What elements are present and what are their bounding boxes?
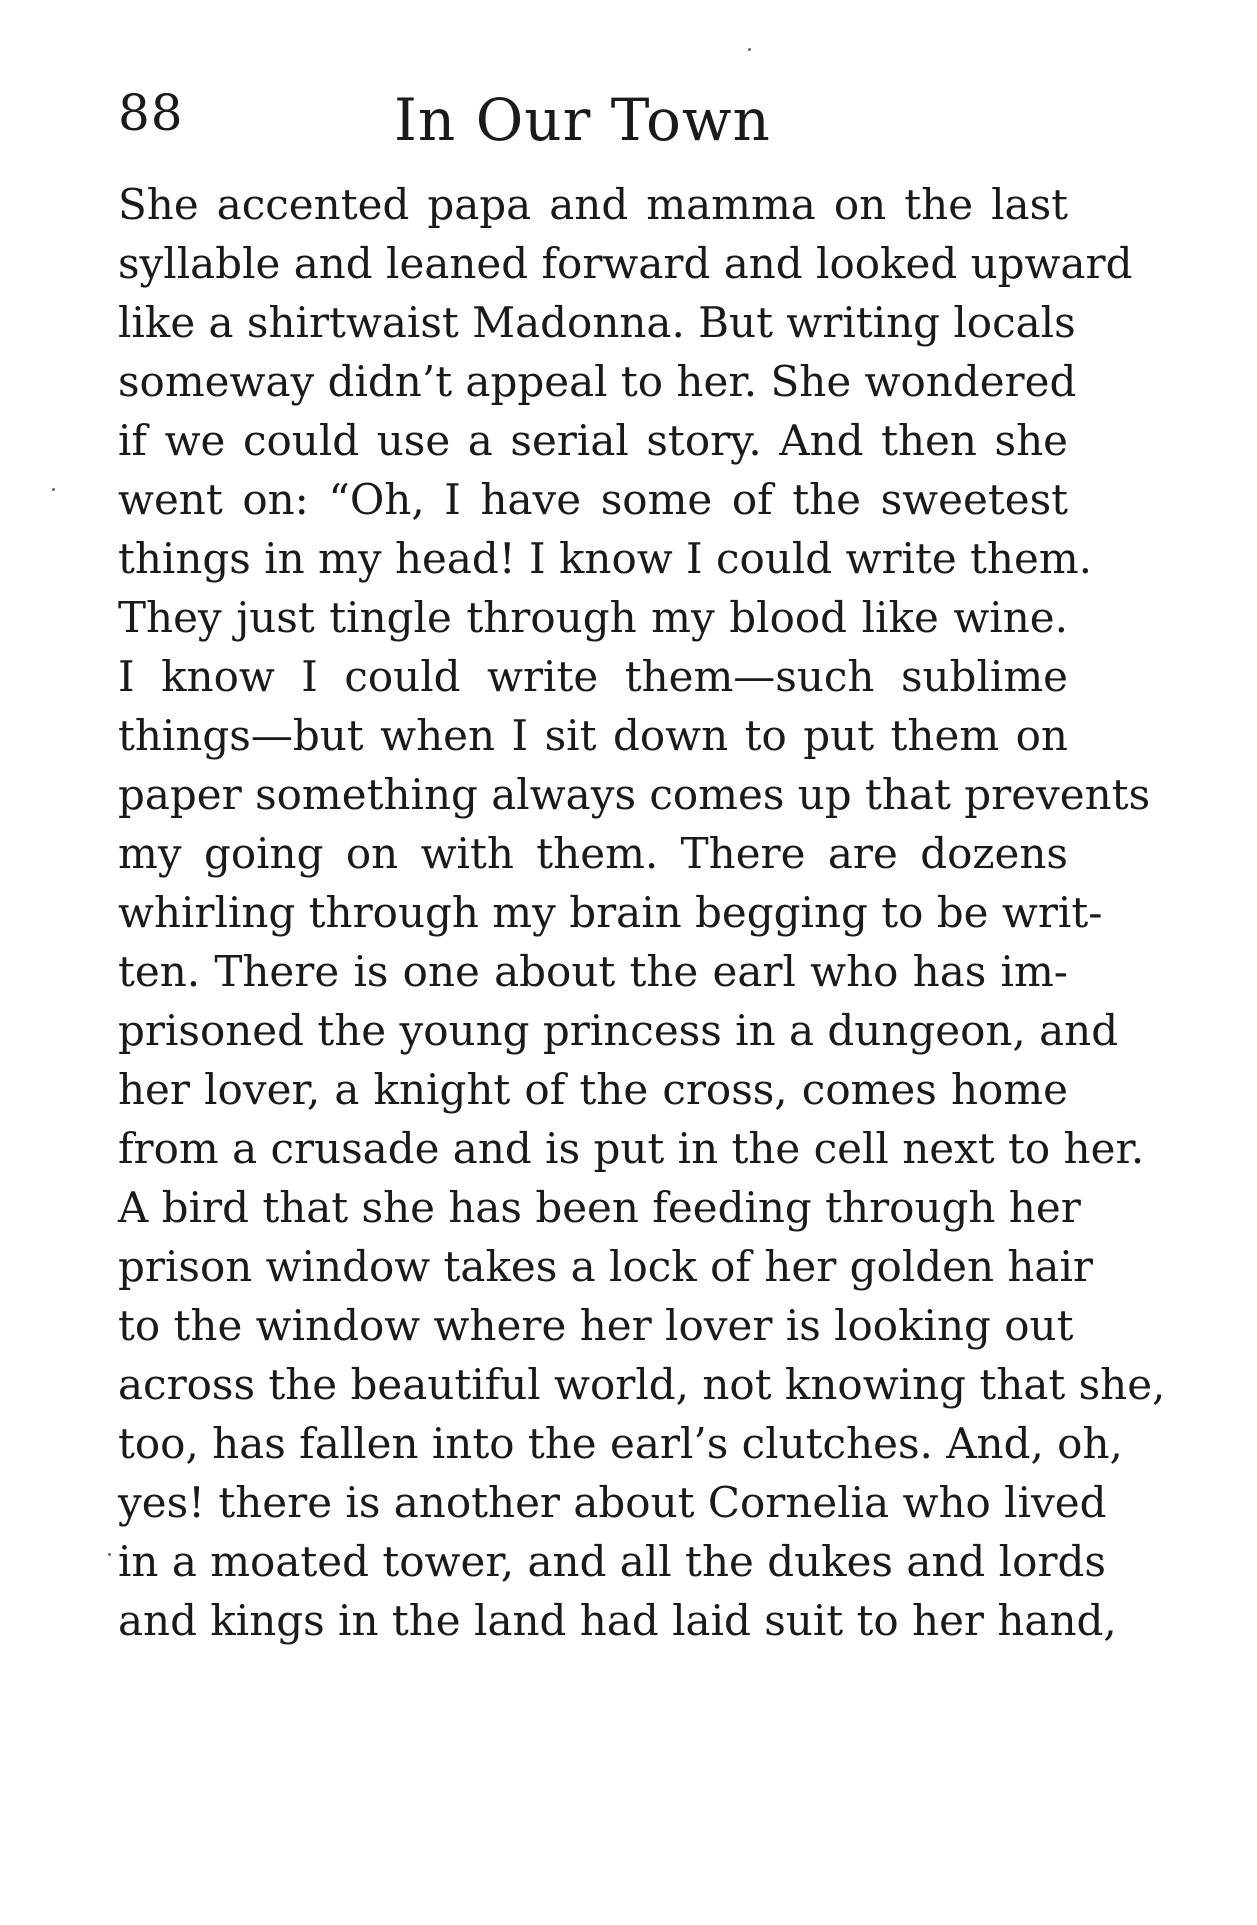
text-line: across the beautiful world, not knowing that she, xyxy=(118,1360,1166,1409)
text-line: her lover, a knight of the cross, comes home xyxy=(118,1065,1068,1114)
text-line: too, has fallen into the earl’s clutches. And, oh, xyxy=(118,1419,1123,1468)
text-line: things in my head! I know I could write them. xyxy=(118,534,1092,583)
text-line: my going on with them. There are dozens xyxy=(118,829,1068,878)
text-line: whirling through my brain begging to be writ- xyxy=(118,888,1103,937)
text-line: things—but when I sit down to put them on xyxy=(118,711,1068,760)
text-line: I know I could write them—such sublime xyxy=(118,652,1068,701)
text-line: They just tingle through my blood like wine. xyxy=(118,593,1068,642)
text-line: prisoned the young princess in a dungeon, and xyxy=(118,1006,1119,1055)
text-line: syllable and leaned forward and looked upward xyxy=(118,239,1133,288)
text-line: went on: “Oh, I have some of the sweetest xyxy=(118,475,1068,524)
print-speck xyxy=(52,488,55,491)
text-line: like a shirtwaist Madonna. But writing locals xyxy=(118,298,1076,347)
body-text xyxy=(118,175,1166,1650)
text-line: yes! there is another about Cornelia who lived xyxy=(118,1478,1107,1527)
text-line: A bird that she has been feeding through her xyxy=(118,1183,1081,1232)
print-speck xyxy=(748,48,751,51)
text-line: someway didn’t appeal to her. She wondered xyxy=(118,357,1077,406)
text-line: ten. There is one about the earl who has im- xyxy=(118,947,1068,996)
page-number: 88 xyxy=(118,84,184,142)
text-line: to the window where her lover is looking out xyxy=(118,1301,1074,1350)
text-line: paper something always comes up that prevents xyxy=(118,770,1151,819)
text-line: and kings in the land had laid suit to her hand, xyxy=(118,1596,1117,1645)
running-title: In Our Town xyxy=(394,86,771,154)
text-line: in a moated tower, and all the dukes and lords xyxy=(118,1537,1106,1586)
print-speck xyxy=(108,1553,111,1556)
text-line: if we could use a serial story. And then she xyxy=(118,416,1068,465)
text-line: from a crusade and is put in the cell next to her. xyxy=(118,1124,1145,1173)
text-line: She accented papa and mamma on the last xyxy=(118,180,1068,229)
text-line: prison window takes a lock of her golden hair xyxy=(118,1242,1093,1291)
